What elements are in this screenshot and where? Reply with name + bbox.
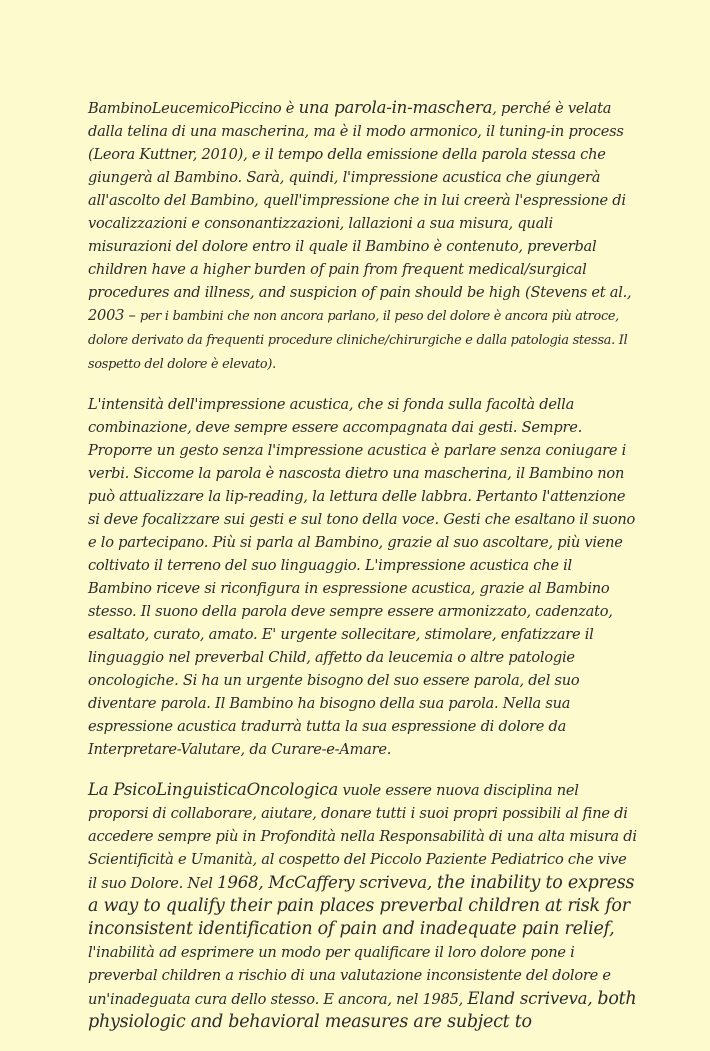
paragraph-1-segment: BambinoLeucemicoPiccino è [88,100,299,117]
paragraph-3-segment: 1968, McCaffery scriveva, [217,873,437,892]
paragraph-1 [88,96,638,376]
paragraph-3 [88,778,638,1034]
paragraph-3-segment: vuole essere nuova disciplina nel proporsi di collaborare, aiutare, donare tutti i suoi propri possibili al fine di accedere sempre più in Profondità nella Responsabilità di una alta misura di Scientificità e Umanità, al cospetto del Piccolo Paziente Pediatrico che vive il suo Dolore. Nel [88,782,637,892]
paragraph-3-segment: both physiologic and behavioral measures are subject to [88,989,637,1032]
paragraph-2 [88,393,638,761]
paragraph-3-segment: the inability to express a way to qualify their pain places preverbal children at risk for inconsistent identification of pain and inadequate pain relief, [88,873,635,939]
paragraph-1-segment: , perché è velata dalla telina di una mascherina, ma è il modo armonico, il tuning-in process (Leora Kuttner, 2010), e il tempo della emissione della parola stessa che giungerà al Bambino. Sarà, quindi, l'impressione acustica che giungerà all'ascolto del Bambino, quell'impressione che in lui creerà l'espressione di vocalizzazioni e consonantizzazioni, lallazioni a sua misura, quali misurazioni del dolore entro il quale il Bambino è contenuto, preverbal children have a higher burden of pain from frequent medical/surgical procedures and illness, and suspicion of pain should be high (Stevens et al., 2003 – [88,100,632,324]
paragraph-3-segment: Eland scriveva, [467,989,598,1008]
page-body [88,96,638,1051]
paragraph-2-segment: L'intensità dell'impressione acustica, che si fonda sulla facoltà della combinazione, deve sempre essere accompagnata dai gesti. Sempre. Proporre un gesto senza l'impressione acustica è parlare senza coniugare i verbi. Siccome la parola è nascosta dietro una mascherina, il Bambino non può attualizzare la lip-reading, la lettura delle labbra. Pertanto l'attenzione si deve focalizzare sui gesti e sul tono della voce. Gesti che esaltano il suono e lo partecipano. Più si parla al Bambino, grazie al suo ascoltare, più viene coltivato il terreno del suo linguaggio. L'impressione acustica che il Bambino riceve si riconfigura in espressione acustica, grazie al Bambino stesso. Il suono della parola deve sempre essere armonizzato, cadenzato, esaltato, curato, amato. E' urgente sollecitare, stimolare, enfatizzare il linguaggio nel preverbal Child, affetto da leucemia o altre patologie oncologiche. Si ha un urgente bisogno del suo essere parola, del suo diventare parola. Il Bambino ha bisogno della sua parola. Nella sua espressione acustica tradurrà tutta la sua espressione di dolore da Interpretare-Valutare, da Curare-e-Amare. [88,396,636,758]
paragraph-1-segment: una parola-in-maschera [298,98,493,117]
paragraph-3-segment: La PsicoLinguisticaOncologica [88,780,339,799]
paragraph-3-segment: l'inabilità ad esprimere un modo per qualificare il loro dolore pone i preverbal children a rischio di una valutazione inconsistente del dolore e un'inadeguata cura dello stesso. E ancora, nel 1985, [88,944,611,1008]
paragraph-1-segment: per i bambini che non ancora parlano, il peso del dolore è ancora più atroce, dolore derivato da frequenti procedure cliniche/chirurgiche e dalla patologia stessa. Il sospetto del dolore è elevato). [88,309,628,372]
